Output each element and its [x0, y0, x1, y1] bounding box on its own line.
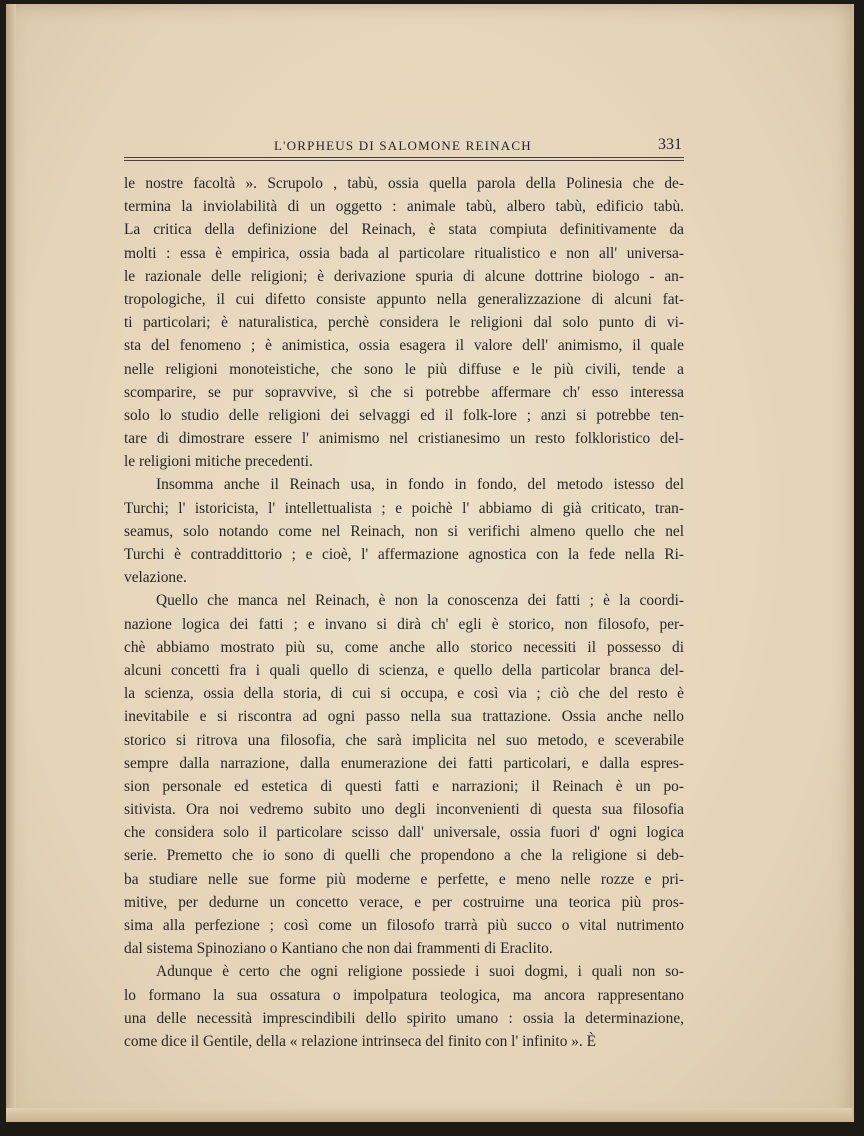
text-line: molti : essa è empirica, ossia bada al particolare ritualistico e non all' universa-: [124, 244, 684, 262]
text-line: sion personale ed estetica di questi fatti e narrazioni; il Reinach è un po-: [124, 777, 684, 795]
text-line: La critica della definizione del Reinach, è stata compiuta definitivamente da: [124, 221, 684, 239]
running-header: [124, 136, 684, 158]
header-rule-bottom: [124, 160, 684, 161]
text-line: scomparire, se pur sopravvive, sì che si potrebbe affermare ch' esso interessa: [124, 383, 684, 401]
page-bottom-edge: [6, 1108, 852, 1122]
text-line: tare di dimostrare essere l' animismo nel cristianesimo un resto folkloristico del-: [124, 430, 684, 448]
text-line: tropologiche, il cui difetto consiste appunto nella generalizzazione di alcuni fat-: [124, 290, 684, 308]
text-line: chè abbiamo mostrato più su, come anche allo storico necessiti il possesso di: [124, 638, 684, 656]
text-line: come dice il Gentile, della « relazione intrinseca del finito con l' infinito ». È: [124, 1032, 597, 1050]
text-line: alcuni concetti fra i quali quello di scienza, e quello della particolar branca del-: [124, 661, 684, 679]
text-line: storico si ritrova una filosofia, che sarà implicita nel suo metodo, e sceverabile: [124, 731, 684, 749]
paragraph: [124, 172, 684, 473]
paragraph: [124, 473, 684, 589]
text-line: le nostre facoltà ». Scrupolo , tabù, ossia quella parola della Polinesia che de-: [124, 175, 684, 192]
text-line: Insomma anche il Reinach usa, in fondo in fondo, del metodo istesso del: [156, 476, 684, 494]
text-line: Quello che manca nel Reinach, è non la conoscenza dei fatti ; è la coordi-: [156, 592, 684, 610]
text-line: una delle necessità imprescindibili dello spirito umano : ossia la determinazione,: [124, 1009, 684, 1027]
text-line: Turchi è contraddittorio ; e cioè, l' affermazione agnostica con la fede nella Ri-: [124, 546, 684, 563]
text-line: inevitabile e si riscontra ad ogni passo nella sua trattazione. Ossia anche nello: [124, 708, 684, 726]
text-line: dal sistema Spinoziano o Kantiano che non dai frammenti di Eraclito.: [124, 940, 553, 958]
text-line: sta del fenomeno ; è animistica, ossia esagera il valore dell' animismo, il quale: [124, 337, 684, 355]
text-line: nelle religioni monoteistiche, che sono le più diffuse e le più civili, tende a: [124, 360, 684, 378]
text-line: nazione logica dei fatti ; e invano si dirà ch' egli è storico, non filosofo, per-: [124, 615, 684, 633]
text-line: termina la inviolabilità di un oggetto : animale tabù, albero tabù, edificio tabù.: [124, 198, 684, 216]
text-line: mitive, per dedurne un concetto verace, e per costruirne una teorica più pros-: [124, 893, 684, 911]
text-line: ba studiare nelle sue forme più moderne e perfette, e meno nelle rozze e pri-: [124, 870, 684, 888]
paragraph: [124, 960, 684, 1053]
text-line: le religioni mitiche precedenti.: [124, 453, 313, 471]
header-rule-top: [124, 157, 684, 158]
text-line: sima alla perfezione ; così come un filosofo trarrà più succo o vital nutrimento: [124, 917, 684, 934]
page-number: 331: [658, 136, 682, 153]
text-line: Turchi; l' istoricista, l' intellettualista ; e poichè l' abbiamo di già criticato, tran-: [124, 499, 684, 517]
text-line: la scienza, ossia della storia, di cui si occupa, e così via ; ciò che del resto è: [124, 685, 684, 703]
page-spine-shadow: [6, 4, 16, 1122]
text-line: Adunque è certo che ogni religione possiede i suoi dogmi, i quali non so-: [156, 963, 684, 981]
text-line: lo formano la sua ossatura o impolpatura teologica, ma ancora rappresentano: [124, 986, 684, 1004]
text-line: solo lo studio delle religioni dei selvaggi ed il folk-lore ; anzi si potrebbe ten-: [124, 406, 684, 424]
text-line: serie. Premetto che io sono di quelli che propendono a che la religione si deb-: [124, 847, 684, 865]
text-line: che considera solo il particolare scisso dall' universale, ossia fuori d' ogni logica: [124, 824, 684, 842]
text-line: ti particolari; è naturalistica, perchè considera le religioni dal solo punto di vi-: [124, 314, 684, 332]
paragraph: [124, 589, 684, 960]
text-line: velazione.: [124, 569, 187, 587]
text-line: sempre dalla narrazione, dalla enumerazione dei fatti particolari, e dalla espres-: [124, 754, 684, 772]
text-line: seamus, solo notando come nel Reinach, non si verifichi almeno quello che nel: [124, 522, 684, 540]
text-line: sitivista. Ora noi vedremo subito uno degli inconvenienti di questa sua filosofia: [124, 801, 684, 819]
body-text: [124, 172, 684, 1053]
running-title: L'ORPHEUS DI SALOMONE REINACH: [274, 138, 532, 153]
text-line: le razionale delle religioni; è derivazione spuria di alcune dottrine biologo - an-: [124, 267, 684, 285]
